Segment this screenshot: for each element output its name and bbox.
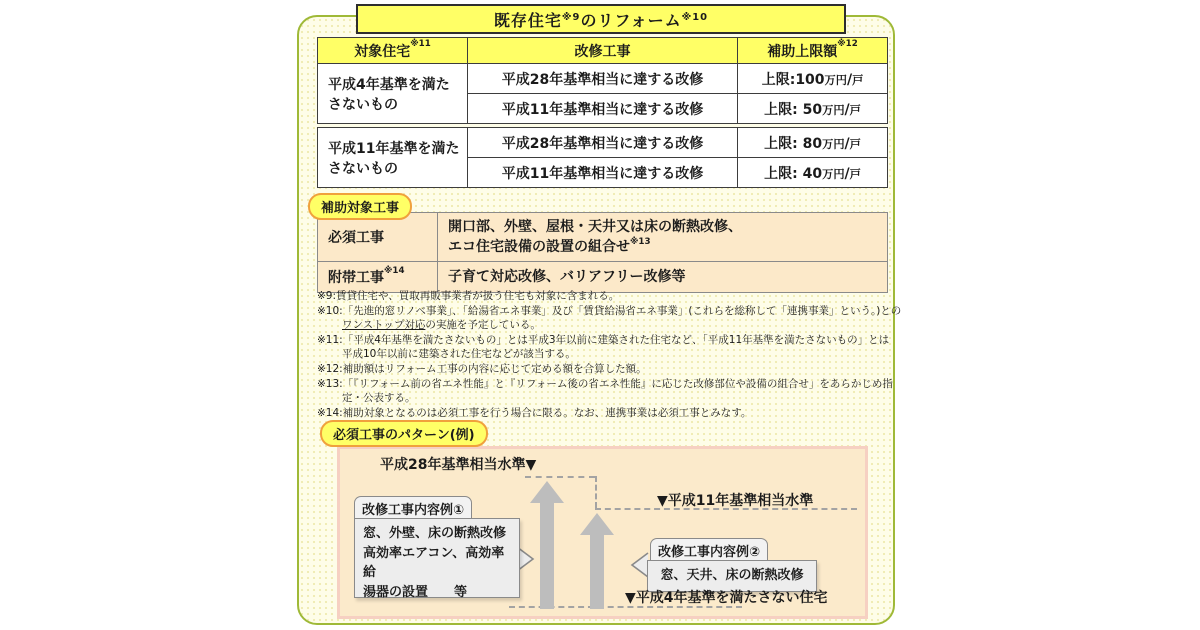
- work-content-line: 子育て対応改修、バリアフリー改修等: [448, 268, 686, 285]
- required-work-label: 必須工事: [318, 213, 438, 262]
- footnote-line: ※14:補助対象となるのは必須工事を行う場合に限る。なお、連携事業は必須工事とみなす。: [317, 406, 752, 419]
- column-header-target-housing: 対象住宅$^{※11}$: [318, 38, 468, 64]
- subsidy-cell: 上限: 40万円/戸: [738, 158, 888, 188]
- table-header-row: [318, 38, 888, 64]
- h28-level-label: 平成28年基準相当水準▼: [380, 457, 537, 473]
- required-work-content: [438, 213, 888, 262]
- upgrade-arrow-right-shaft: [590, 535, 604, 609]
- footnote-line: ワンストップ対応の実施を予定している。: [342, 319, 541, 332]
- column-header-renovation-work: 改修工事: [468, 38, 738, 64]
- incidental-work-content: [438, 262, 888, 293]
- work-content-line: エコ住宅設備の設置の組合せ$^{※13}$: [448, 236, 651, 255]
- footnote-line: 定・公表する。: [342, 392, 416, 405]
- work-cell: 平成28年基準相当に達する改修: [468, 64, 738, 94]
- subsidy-cell: 上限:100万円/戸: [738, 64, 888, 94]
- housing-cell-h11: 平成11年基準を満たさないもの: [318, 128, 468, 188]
- pattern-diagram: [337, 446, 868, 619]
- pattern-badge: 必須工事のパターン(例): [320, 420, 488, 447]
- footnote-line: ※12:補助額はリフォーム工事の内容に応じて定める額を合算した額。: [317, 362, 647, 375]
- subsidy-cell: 上限: 50万円/戸: [738, 94, 888, 124]
- upgrade-arrow-right-head-icon: [580, 513, 614, 535]
- table-row: [318, 128, 888, 158]
- work-scope-badge: 補助対象工事: [308, 193, 412, 220]
- table-row: [318, 64, 888, 94]
- baseline-label: ▼平成4年基準を満たさない住宅: [625, 590, 828, 606]
- callout-text-line: 湯器の設置 等: [363, 584, 468, 600]
- callout1-body: [354, 518, 520, 598]
- work-cell: 平成28年基準相当に達する改修: [468, 128, 738, 158]
- incidental-work-label: 附帯工事$^{※14}$: [318, 262, 438, 293]
- table-row: [318, 262, 888, 293]
- upgrade-arrow-left-head-icon: [530, 481, 564, 503]
- housing-cell-h4: 平成4年基準を満たさないもの: [318, 64, 468, 124]
- reform-table-group2: [317, 127, 888, 188]
- subsidy-cell: 上限: 80万円/戸: [738, 128, 888, 158]
- callout2-pointer-icon: [627, 552, 649, 578]
- callout-text-line: 窓、外壁、床の断熱改修: [363, 526, 507, 541]
- work-cell: 平成11年基準相当に達する改修: [468, 94, 738, 124]
- dashed-connector-top: [525, 476, 595, 478]
- footnote-line: ※9:賃貸住宅や、買取再販事業者が扱う住宅も対象に含まれる。: [317, 290, 620, 302]
- page-title: 既存住宅 ※9 のリフォーム ※10: [356, 4, 846, 34]
- callout-text-line: 窓、天井、床の断熱改修: [660, 568, 804, 583]
- footnote-line: 平成10年以前に建築された住宅などが該当する。: [342, 348, 576, 361]
- footnote-line: ※11:「平成4年基準を満たさないもの」とは平成3年以前に建築された住宅など、「平成11年基準を満たさないもの」とは: [317, 333, 890, 346]
- table-row: [318, 213, 888, 262]
- callout1-tab: 改修工事内容例①: [354, 496, 472, 519]
- h11-level-label: ▼平成11年基準相当水準: [657, 493, 814, 509]
- upgrade-arrow-left-shaft: [540, 503, 554, 609]
- work-cell: 平成11年基準相当に達する改修: [468, 158, 738, 188]
- callout-text-line: 高効率エアコン、高効率給: [363, 545, 505, 580]
- callout2-tab: 改修工事内容例②: [650, 538, 768, 561]
- reform-table-group1: [317, 37, 888, 124]
- main-panel: [297, 10, 902, 625]
- footnote-line: ※10:「先進的窓リノベ事業」、「給湯省エネ事業」及び「賃貸給湯省エネ事業」(これらを総称して「連携事業」という。)との: [317, 304, 902, 317]
- work-scope-table: [317, 212, 888, 293]
- column-header-subsidy-limit: 補助上限額$^{※12}$: [738, 38, 888, 64]
- footnote-line: ※13:「『リフォーム前の省エネ性能』と『リフォーム後の省エネ性能』に応じた改修部位や設備の組合せ」をあらかじめ指: [317, 377, 893, 390]
- footnotes: [317, 289, 902, 420]
- dashed-connector-vertical: [595, 476, 597, 508]
- work-content-line: 開口部、外壁、屋根・天井又は床の断熱改修、: [448, 218, 742, 235]
